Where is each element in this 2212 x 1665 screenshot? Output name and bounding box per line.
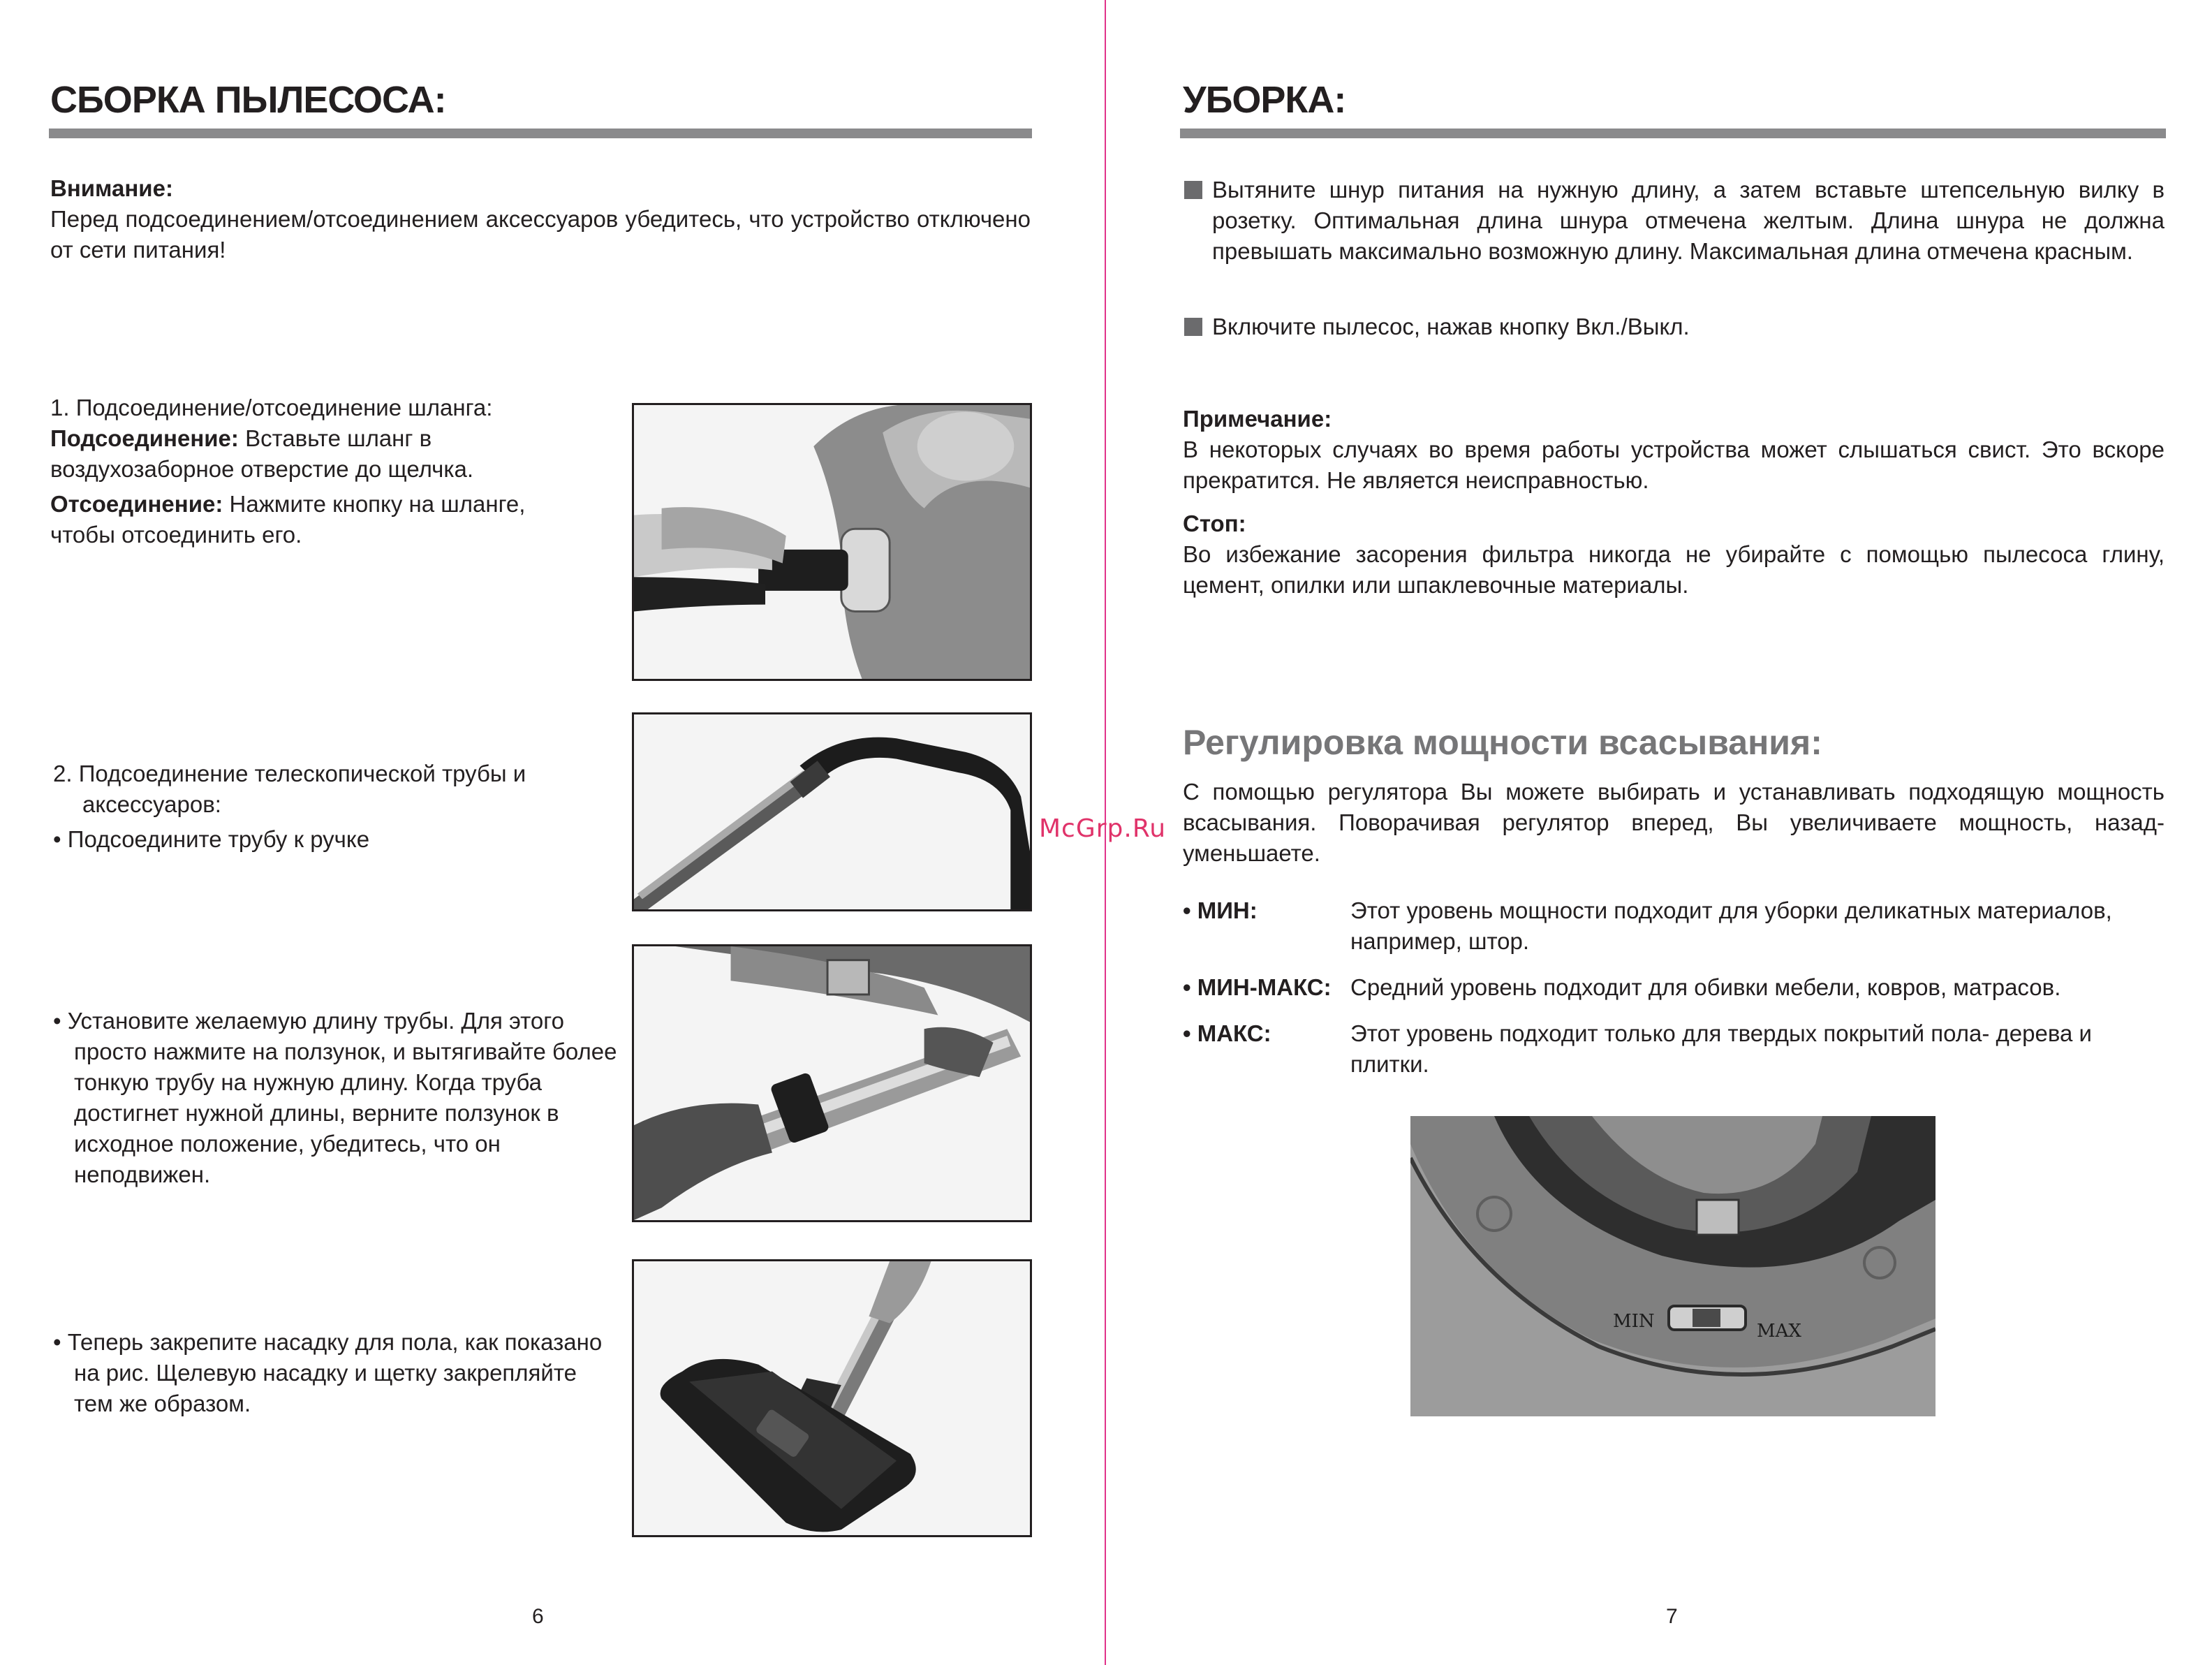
left-page-title: СБОРКА ПЫЛЕСОСА: bbox=[50, 79, 446, 121]
level-max-label: • МАКС: bbox=[1183, 1020, 1271, 1046]
note-heading: Примечание: bbox=[1183, 406, 1332, 432]
level-min-max bbox=[1183, 972, 2174, 1003]
left-page bbox=[0, 0, 1105, 1665]
right-page-number: 7 bbox=[1666, 1605, 1678, 1628]
step2-heading-line1: 2. Подсоединение телескопической трубы и bbox=[53, 761, 526, 786]
level-min bbox=[1183, 895, 2174, 957]
step2-bullet: • Подсоедините трубу к ручке bbox=[53, 826, 370, 852]
step1-disconnect-label: Отсоединение: bbox=[50, 491, 223, 517]
suction-intro: С помощью регулятора Вы можете выбирать и устанавливать подходящую мощность всасывания. Поворачивая регулятор вперед, Вы увеличиваете мощность, назад- уменьшаете. bbox=[1183, 779, 2165, 866]
level-min-max-desc: Средний уровень подходит для обивки мебели, ковров, матрасов. bbox=[1350, 974, 2061, 1000]
step1-connect bbox=[50, 423, 595, 485]
right-page bbox=[1106, 0, 2212, 1665]
suction-dial-photo bbox=[1410, 1116, 1936, 1416]
hose-connection-photo bbox=[632, 403, 1032, 681]
cleaning-bullet-1 bbox=[1184, 175, 2165, 267]
telescopic-tube-photo bbox=[632, 944, 1032, 1222]
cleaning-bullet-2 bbox=[1184, 311, 2165, 342]
level-max-desc: Этот уровень подходит только для твердых покрытий пола- дерева и плитки. bbox=[1350, 1020, 2092, 1077]
step1-disconnect-text: Нажмите кнопку на шланге, чтобы отсоединить его. bbox=[50, 491, 526, 548]
warning-heading: Внимание: bbox=[50, 175, 173, 201]
left-title-underline bbox=[49, 129, 1032, 138]
stop-heading: Стоп: bbox=[1183, 511, 1246, 536]
suction-title: Регулировка мощности всасывания: bbox=[1183, 723, 1822, 762]
level-min-max-label: • МИН-МАКС: bbox=[1183, 974, 1332, 1000]
warning-text: Перед подсоединением/отсоединением аксессуаров убедитесь, что устройство отключено от сети питания! bbox=[50, 206, 1031, 263]
step4-bullet: • Теперь закрепите насадку для пола, как показано на рис. Щелевую насадку и щетку закрепляйте тем же образом. bbox=[53, 1329, 603, 1416]
step1-connect-label: Подсоединение: bbox=[50, 425, 239, 451]
left-page-number: 6 bbox=[532, 1605, 544, 1628]
step3-bullet: • Установите желаемую длину трубы. Для этого просто нажмите на ползунок, и вытягивайте более тонкую трубу на нужную длину. Когда труба достигнет нужной длины, верните ползунок в исходное положение, убедитесь, что он неподвижен. bbox=[53, 1008, 617, 1187]
cleaning-bullet-1-text: Вытяните шнур питания на нужную длину, а затем вставьте штепсельную вилку в розетку. Оптимальная длина шнура отмечена желтым. Длина шнура не должна превышать максимально возможную длину. Максимальная длина отмечена красным. bbox=[1212, 177, 2165, 264]
step1-connect-text: Вставьте шланг в воздухозаборное отверстие до щелчка. bbox=[50, 425, 474, 482]
tube-handle-photo bbox=[632, 712, 1032, 911]
level-min-label: • МИН: bbox=[1183, 897, 1258, 923]
cleaning-bullet-2-text: Включите пылесос, нажав кнопку Вкл./Выкл. bbox=[1212, 314, 1690, 339]
step2-heading-line2: аксессуаров: bbox=[82, 791, 221, 817]
dial-min-label: MIN bbox=[1613, 1311, 1655, 1332]
right-page-title: УБОРКА: bbox=[1183, 79, 1346, 121]
note-text: В некоторых случаях во время работы устройства может слышаться свист. Это вскоре прекратится. Не является неисправностью. bbox=[1183, 437, 2165, 493]
level-max bbox=[1183, 1018, 2174, 1080]
stop-text: Во избежание засорения фильтра никогда не убирайте с помощью пылесоса глину, цемент, опилки или шпаклевочные материалы. bbox=[1183, 541, 2165, 598]
step1-heading: 1. Подсоединение/отсоединение шланга: bbox=[50, 395, 493, 420]
square-bullet-icon bbox=[1184, 181, 1202, 199]
right-title-underline bbox=[1180, 129, 2166, 138]
level-min-desc: Этот уровень мощности подходит для уборки деликатных материалов, например, штор. bbox=[1350, 897, 2112, 954]
dial-max-label: MAX bbox=[1757, 1321, 1801, 1342]
watermark: McGrp.Ru bbox=[1039, 814, 1167, 843]
square-bullet-icon bbox=[1184, 318, 1202, 336]
floor-nozzle-photo bbox=[632, 1259, 1032, 1537]
step1-disconnect bbox=[50, 489, 595, 550]
